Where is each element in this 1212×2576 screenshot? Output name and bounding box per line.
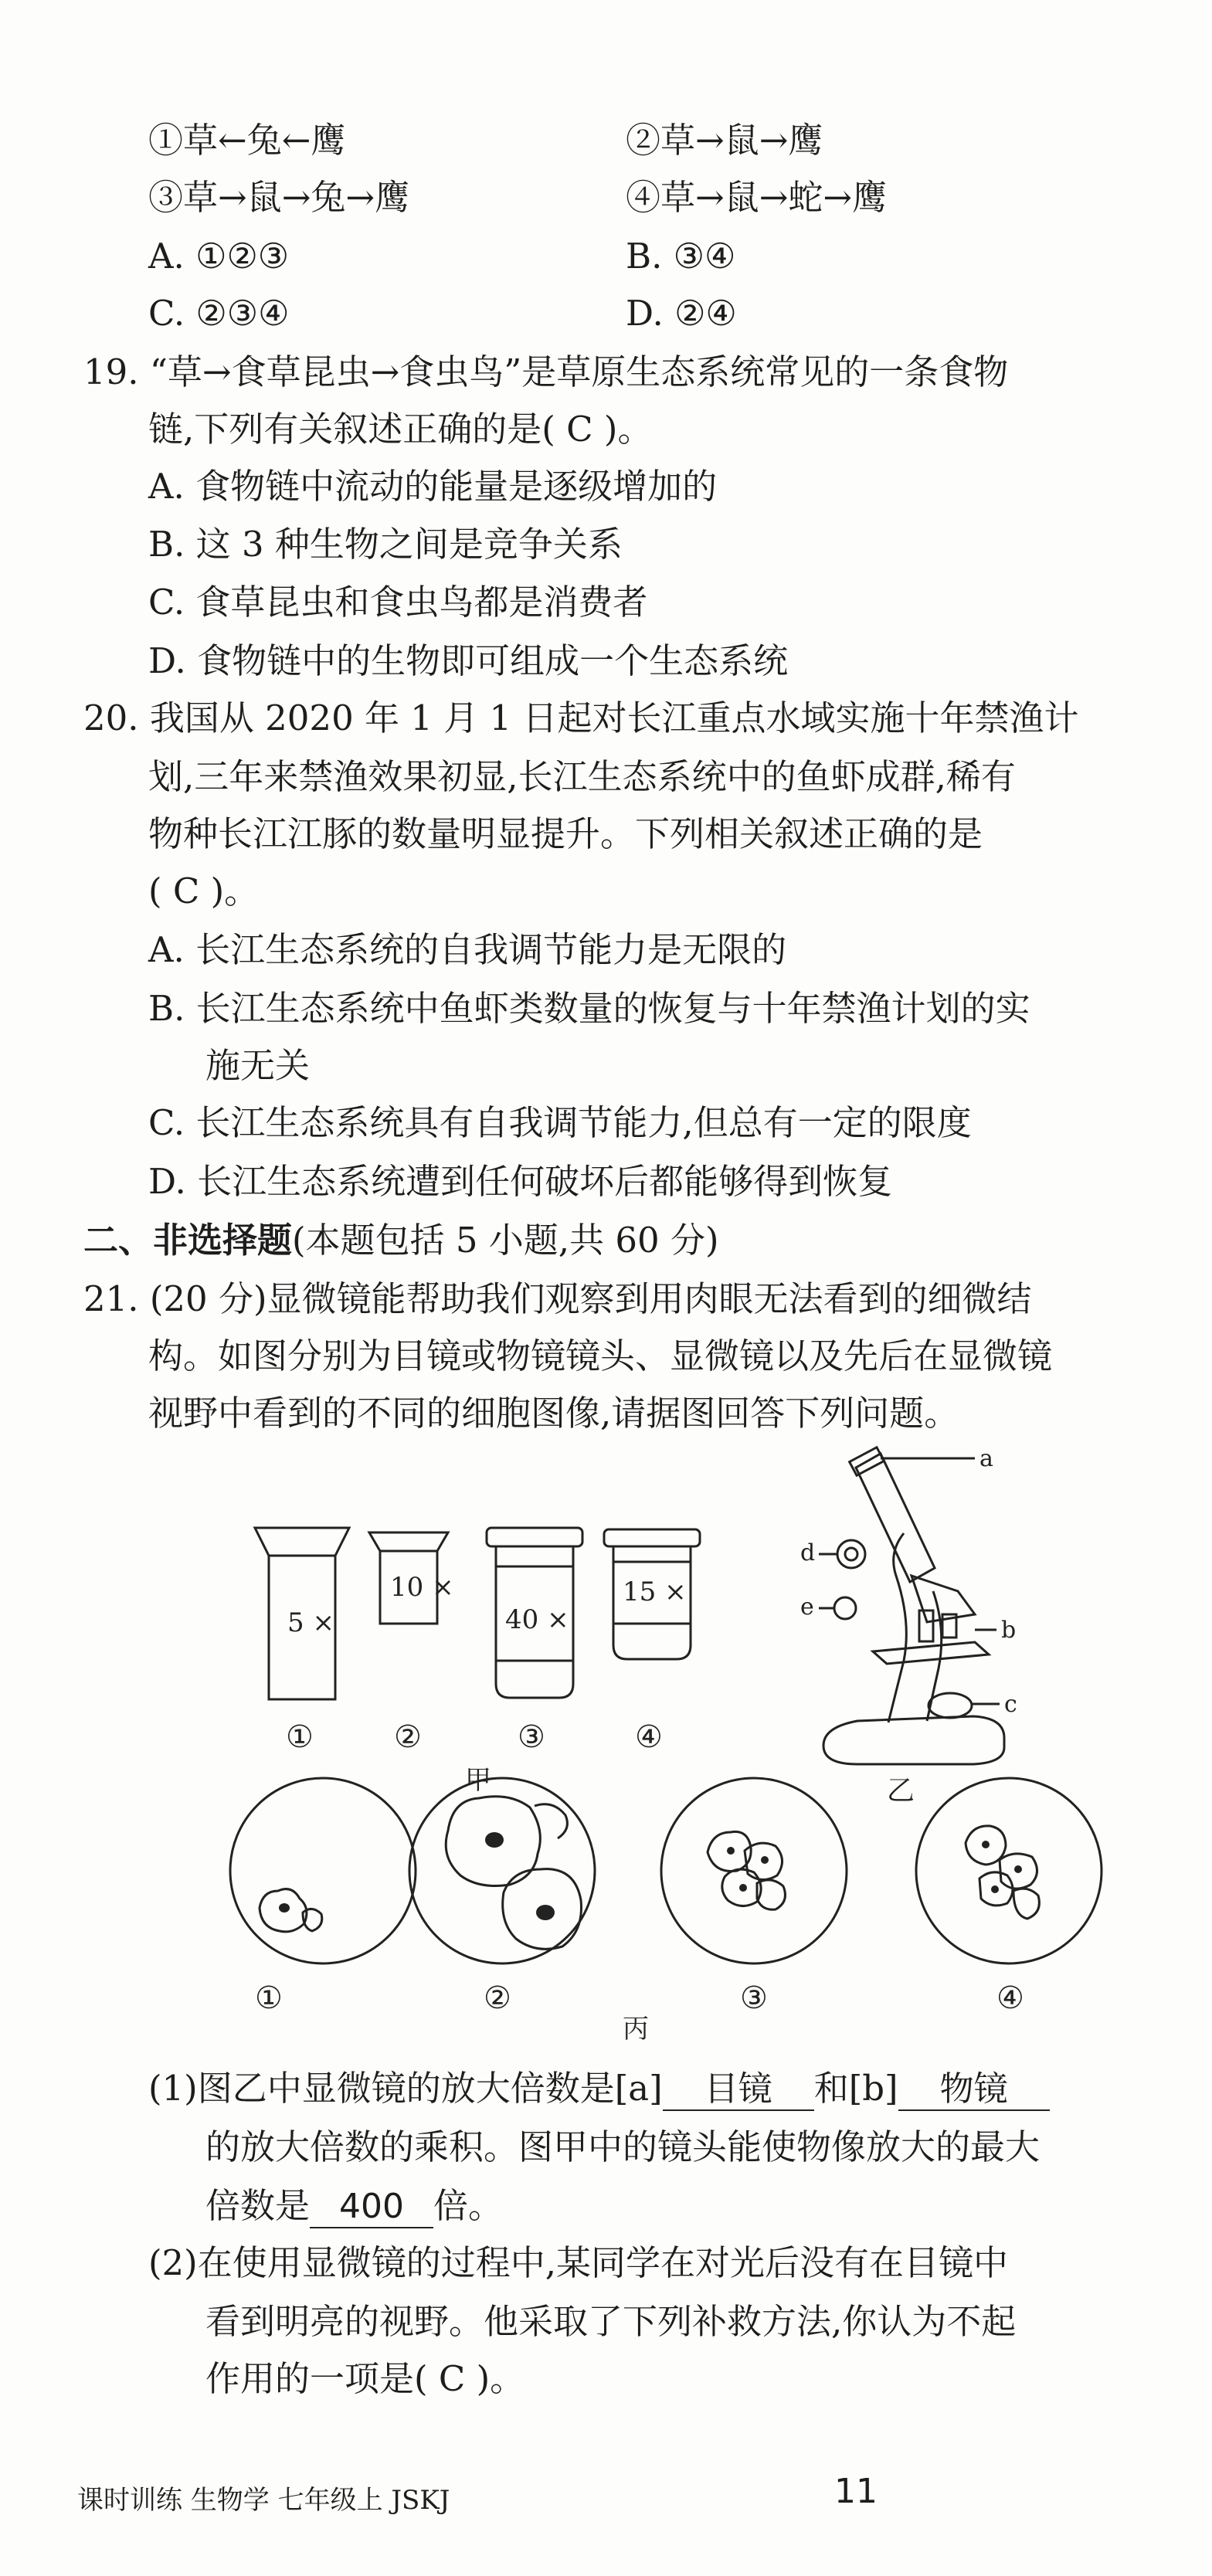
view-2 <box>409 1778 595 1963</box>
q21-2-line1: (2)在使用显微镜的过程中,某同学在对光后没有在目镜中 <box>148 2242 1009 2283</box>
q18-option-b: B. ③④ <box>626 236 736 277</box>
q20-stem-line2: 划,三年来禁渔效果初显,长江生态系统中的鱼虾成群,稀有 <box>148 756 1016 797</box>
q19-option-c: C. 食草昆虫和食虫鸟都是消费者 <box>148 582 648 623</box>
lens-4-mag: 15 × <box>623 1576 687 1607</box>
lens-2-mag: 10 × <box>390 1572 454 1603</box>
footer-text: 课时训练 生物学 七年级上 JSKJ <box>77 2485 450 2516</box>
answer-blank-eyepiece: 目镜 <box>663 2069 814 2111</box>
view-4 <box>916 1778 1102 1963</box>
q20-stem-line1: 20. 我国从 2020 年 1 月 1 日起对长江重点水域实施十年禁渔计 <box>83 697 1079 738</box>
view-2-num: ② <box>484 1980 511 2016</box>
q18-option-a: A. ①②③ <box>148 236 290 277</box>
q19-option-b: B. 这 3 种生物之间是竞争关系 <box>148 524 623 565</box>
lens-1-mag: 5 × <box>287 1607 334 1638</box>
q19-option-a: A. 食物链中流动的能量是逐级增加的 <box>148 466 718 507</box>
page-number: 11 <box>834 2472 878 2511</box>
q20-option-b-line2: 施无关 <box>205 1045 311 1086</box>
lens-1-num: ① <box>286 1719 314 1755</box>
q21-1-line3-pre: 倍数是 <box>205 2185 311 2226</box>
section-note: (本题包括 5 小题,共 60 分) <box>292 1220 719 1261</box>
mic-label-d: d <box>800 1539 816 1566</box>
q21-stem-line2: 构。如图分别为目镜或物镜镜头、显微镜以及先后在显微镜 <box>148 1336 1053 1376</box>
q18-chain-4: ④草→鼠→蛇→鹰 <box>626 177 888 218</box>
q21-1-mid: 和[b] <box>813 2068 898 2109</box>
figure-jia-label: 甲 <box>465 1765 491 1796</box>
q18-option-d: D. ②④ <box>626 293 737 334</box>
q18-chain-1: ①草←兔←鹰 <box>148 120 346 161</box>
q21-1-line1 <box>148 2065 1050 2112</box>
q20-option-d: D. 长江生态系统遭到任何破坏后都能够得到恢复 <box>148 1161 893 1202</box>
view-1-num: ① <box>255 1980 283 2016</box>
q20-stem-line3: 物种长江江豚的数量明显提升。下列相关叙述正确的是 <box>148 813 983 854</box>
lens-4-num: ④ <box>635 1719 663 1755</box>
q19-stem-line2: 链,下列有关叙述正确的是( C )。 <box>148 409 653 450</box>
section-title: 二、非选择题 <box>83 1220 293 1261</box>
mic-label-b: b <box>1001 1617 1017 1644</box>
microscope <box>819 1448 1004 1764</box>
mic-label-a: a <box>979 1445 993 1472</box>
q18-chain-3: ③草→鼠→兔→鹰 <box>148 177 410 218</box>
q18-option-c: C. ②③④ <box>148 293 290 334</box>
answer-blank-max-magnification: 400 <box>310 2187 433 2228</box>
lens-3-num: ③ <box>518 1719 545 1755</box>
q21-1-line3-post: 倍。 <box>433 2185 504 2226</box>
q18-chain-2: ②草→鼠→鹰 <box>626 120 823 161</box>
lens-2-num: ② <box>394 1719 422 1755</box>
q20-option-a: A. 长江生态系统的自我调节能力是无限的 <box>148 929 787 970</box>
q21-stem-line3: 视野中看到的不同的细胞图像,请据图回答下列问题。 <box>148 1393 959 1434</box>
q21-2-line2: 看到明亮的视野。他采取了下列补救方法,你认为不起 <box>205 2301 1017 2342</box>
mic-label-c: c <box>1004 1691 1017 1718</box>
q21-1-line3 <box>205 2183 503 2229</box>
view-1 <box>230 1778 416 1963</box>
mic-label-e: e <box>800 1593 814 1621</box>
q19-option-d: D. 食物链中的生物即可组成一个生态系统 <box>148 640 789 681</box>
view-3 <box>661 1778 847 1963</box>
view-3-num: ③ <box>740 1980 768 2016</box>
view-4-num: ④ <box>996 1980 1024 2016</box>
lens-3-mag: 40 × <box>505 1604 569 1635</box>
q19-stem-line1: 19. “草→食草昆虫→食虫鸟”是草原生态系统常见的一条食物 <box>83 351 1009 392</box>
figure-yi-label: 乙 <box>887 1775 915 1807</box>
figure-bing-label: 丙 <box>623 2014 649 2045</box>
cell-nuclei <box>279 1832 1022 1920</box>
q20-option-c: C. 长江生态系统具有自我调节能力,但总有一定的限度 <box>148 1102 972 1143</box>
q20-option-b-line1: B. 长江生态系统中鱼虾类数量的恢复与十年禁渔计划的实 <box>148 988 1030 1029</box>
answer-blank-objective: 物镜 <box>898 2069 1050 2111</box>
q20-stem-line4: ( C )。 <box>148 871 260 911</box>
q21-1-line2: 的放大倍数的乘积。图甲中的镜头能使物像放大的最大 <box>205 2126 1041 2167</box>
q21-2-line3: 作用的一项是( C )。 <box>205 2358 525 2399</box>
q21-stem-line1: 21. (20 分)显微镜能帮助我们观察到用肉眼无法看到的细微结 <box>83 1278 1032 1319</box>
q21-1-pre: (1)图乙中显微镜的放大倍数是[a] <box>148 2068 663 2109</box>
